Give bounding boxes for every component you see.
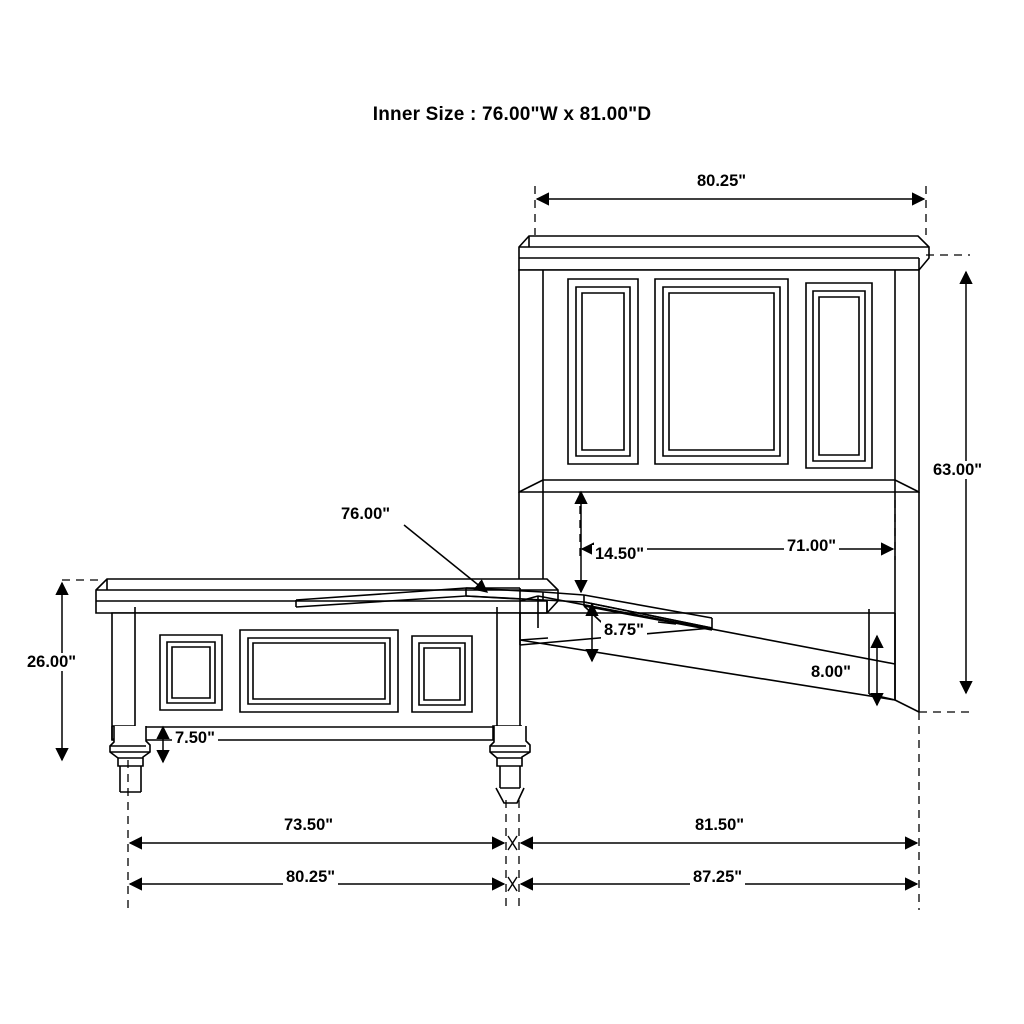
dim-label-footboard-height: 26.00" (24, 653, 79, 671)
page-title: Inner Size : 76.00"W x 81.00"D (372, 104, 652, 125)
dim-label-footboard-width: 73.50" (281, 816, 336, 834)
dim-label-top-width: 80.25" (694, 172, 749, 190)
dim-label-overall-length: 87.25" (690, 868, 745, 886)
dim-label-inner-width: 76.00" (338, 505, 393, 523)
dim-label-headboard-height: 63.00" (930, 461, 985, 479)
dim-label-deck-lower: 8.75" (601, 621, 647, 639)
dim-label-post-base: 7.50" (172, 729, 218, 747)
dim-label-rail-length: 81.50" (692, 816, 747, 834)
dim-label-rail-width: 71.00" (784, 537, 839, 555)
dim-label-overall-front-width: 80.25" (283, 868, 338, 886)
dim-label-deck-upper: 14.50" (592, 545, 647, 563)
dim-label-rail-clearance: 8.00" (808, 663, 854, 681)
